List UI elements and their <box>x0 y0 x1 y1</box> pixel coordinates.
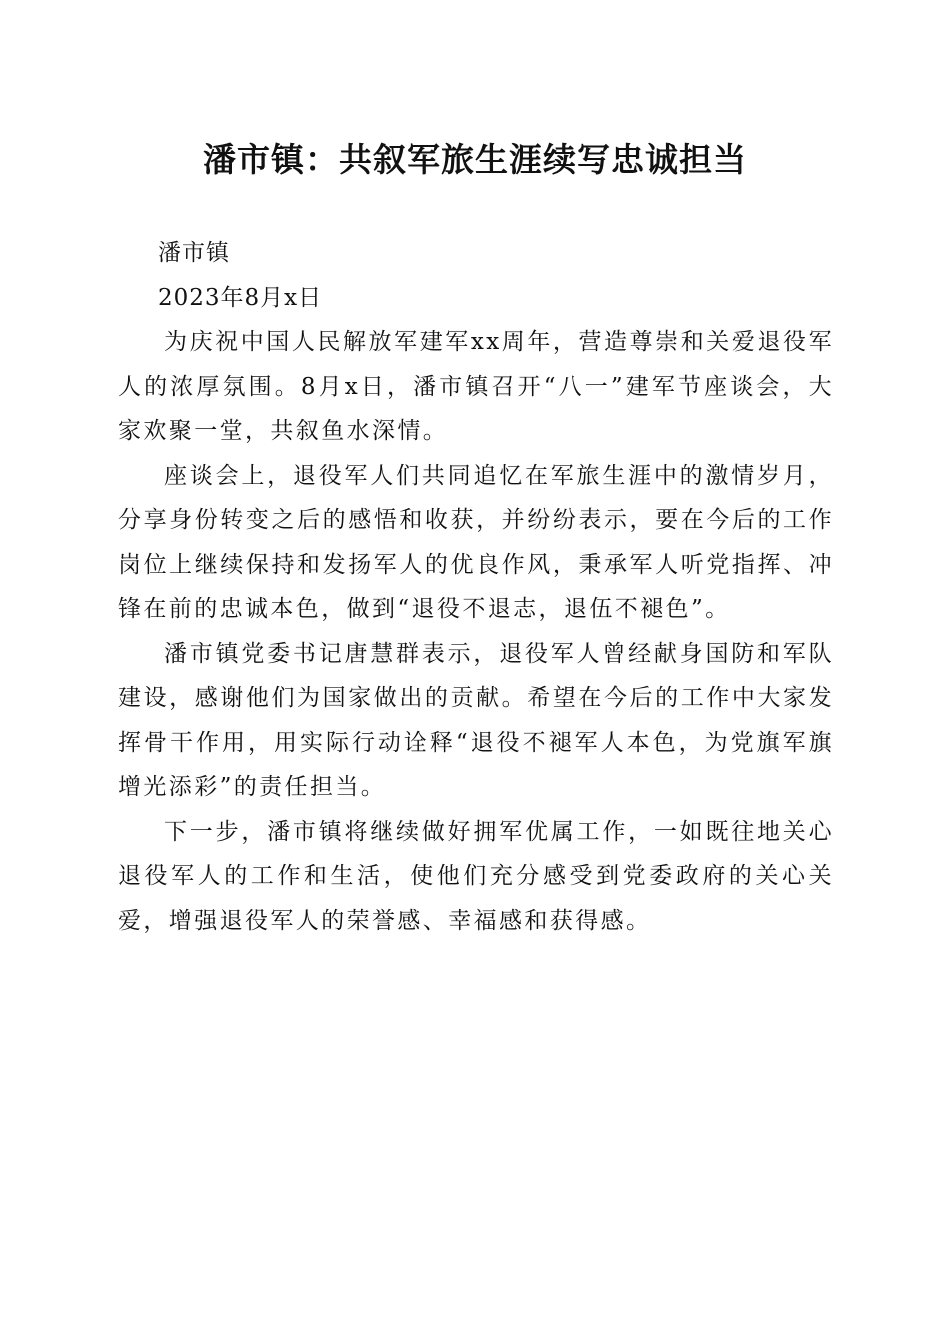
document-title: 潘市镇：共叙军旅生涯续写忠诚担当 <box>203 140 747 179</box>
paragraph-3: 潘市镇党委书记唐慧群表示，退役军人曾经献身国防和军队建设，感谢他们为国家做出的贡献。希望在今后的工作中大家发挥骨干作用，用实际行动诠释“退役不褪军人本色，为党旗军旗增光添彩”的责任担当。 <box>118 640 834 800</box>
date-line: 2023年8月x日 <box>158 284 323 311</box>
paragraph-4: 下一步，潘市镇将继续做好拥军优属工作，一如既往地关心退役军人的工作和生活，使他们充分感受到党委政府的关心关爱，增强退役军人的荣誉感、幸福感和获得感。 <box>118 818 834 934</box>
document-body <box>118 231 834 943</box>
paragraph-2: 座谈会上，退役军人们共同追忆在军旅生涯中的激情岁月，分享身份转变之后的感悟和收获，并纷纷表示，要在今后的工作岗位上继续保持和发扬军人的优良作风，秉承军人听党指挥、冲锋在前的忠诚本色，做到“退役不退志，退伍不褪色”。 <box>118 462 834 622</box>
author-line: 潘市镇 <box>158 240 230 266</box>
paragraph-1: 为庆祝中国人民解放军建军xx周年，营造尊崇和关爱退役军人的浓厚氛围。8月x日，潘市镇召开“八一”建军节座谈会，大家欢聚一堂，共叙鱼水深情。 <box>118 329 834 444</box>
